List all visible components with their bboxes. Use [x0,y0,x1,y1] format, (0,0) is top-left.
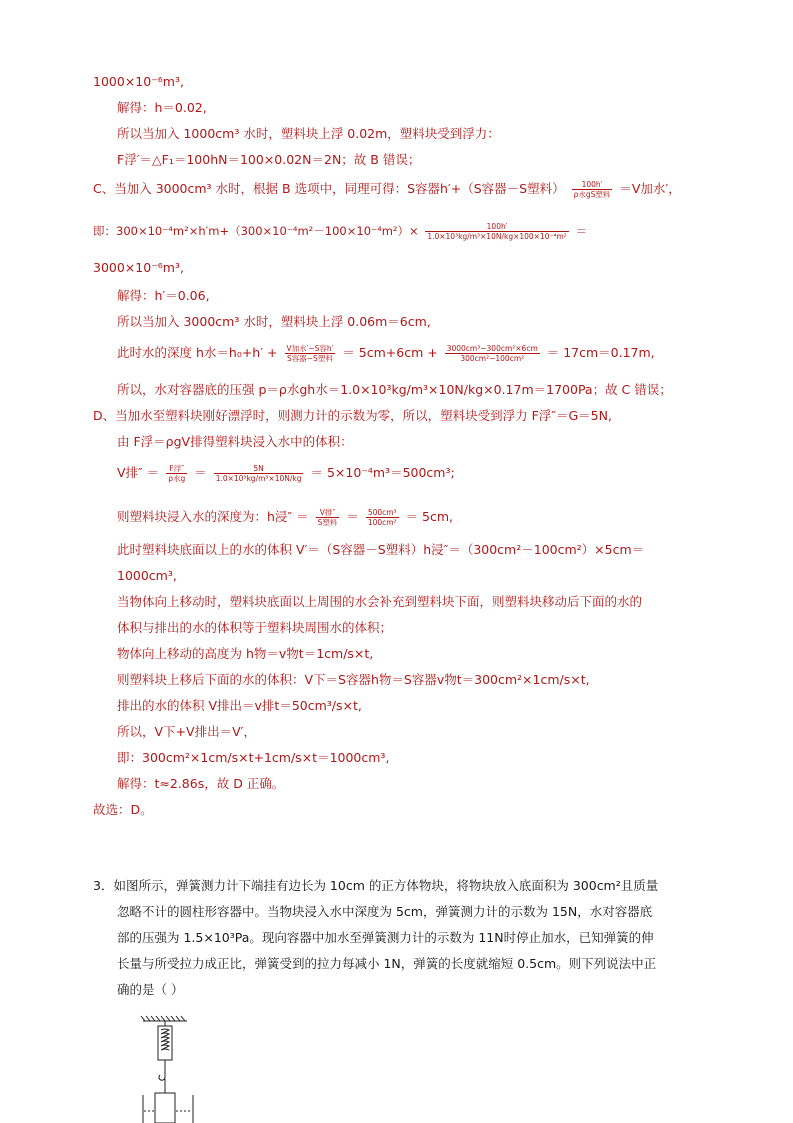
solution-line: 则塑料块浸入水的深度为：h浸″ ＝ $\frac{\text{V排″}}{\text{S塑料}}$ ＝ $\frac{\text{500cm³}}{\text{100cm²}}$ ＝ 5cm, [117,508,454,527]
solution-line: 解得：h＝0.02, [117,100,207,115]
fraction: $\frac{100h'}{\text{ρ水gS塑料}}$ [573,180,611,199]
question-line: 忽略不计的圆柱形容器中。当物块浸入水中深度为 5cm，弹簧测力计的示数为 15N，水对容器底 [117,904,653,919]
solution-line: 由 F浮＝ρgV排得塑料块浸入水中的体积： [117,434,353,449]
fraction: $\frac{\text{500cm³}}{\text{100cm²}}$ [367,508,397,527]
solution-line: D、当加水至塑料块刚好漂浮时，则测力计的示数为零，所以，塑料块受到浮力 F浮″＝G＝5N, [93,408,612,423]
solution-line: 此时水的深度 h水＝h₀+h′ + $\frac{\text{V加水′−S容h′}}{\text{S容器−S塑料}}$ ＝ 5cm+6cm + $\frac{\text{3000cm³−300cm²×6cm}}{\text{300cm²−100cm²}}$ ＝ 17cm＝0.17m, [117,344,655,363]
solution-line: 解得：t≈2.86s，故 D 正确。 [117,776,285,791]
solution-line: 1000cm³, [117,568,177,583]
solution-line: 当物体向上移动时，塑料块底面以上周围的水会补充到塑料块下面，则塑料块移动后下面的水的 [117,594,643,609]
solution-line: 排出的水的体积 V排出＝v排t＝50cm³/s×t, [117,698,362,713]
fraction: $\frac{100h'}{\text{1.0×10³kg/m³×10N/kg×100×10⁻⁴m²}}$ [427,222,567,241]
spring-scale-diagram [135,1015,205,1123]
solution-line: 体积与排出的水的体积等于塑料块周围水的体积； [117,620,393,635]
fraction: $\frac{\text{3000cm³−300cm²×6cm}}{\text{300cm²−100cm²}}$ [446,344,538,363]
question-line: 3．如图所示，弹簧测力计下端挂有边长为 10cm 的正方体物块，将物块放入底面积为 300cm²且质量 [93,878,659,893]
solution-line: 1000×10⁻⁶m³, [93,74,184,89]
solution-line: 解得：h′＝0.06, [117,288,210,303]
fraction: $\frac{5N}{\text{1.0×10³kg/m³×10N/kg}}$ [215,464,302,483]
solution-line: F浮′＝△F₁＝100hN＝100×0.02N＝2N；故 B 错误； [117,152,421,167]
solution-line: 此时塑料块底面以上的水的体积 V′＝（S容器－S塑料）h浸″＝（300cm²－100cm²）×5cm＝ [117,542,645,557]
question-line: 确的是（ ） [117,982,184,997]
solution-line: 即：300cm²×1cm/s×t+1cm/s×t＝1000cm³, [117,750,390,765]
solution-line: 故选：D。 [93,802,153,817]
solution-line: 物体向上移动的高度为 h物＝v物t＝1cm/s×t, [117,646,374,661]
fraction: $\frac{\text{F浮″}}{\text{ρ水g}}$ [168,464,186,483]
solution-line: 所以当加入 3000cm³ 水时，塑料块上浮 0.06m＝6cm, [117,314,431,329]
solution-line: 所以，V下+V排出＝V′， [117,724,256,739]
solution-line: 所以当加入 1000cm³ 水时，塑料块上浮 0.02m，塑料块受到浮力： [117,126,500,141]
solution-line: 则塑料块上移后下面的水的体积：V下＝S容器h物＝S容器v物t＝300cm²×1cm/s×t, [117,672,590,687]
fraction: $\frac{\text{V排″}}{\text{S塑料}}$ [317,508,338,527]
question-line: 部的压强为 1.5×10³Pa。现向容器中加水至弹簧测力计的示数为 11N时停止加水，已知弹簧的伸 [117,930,654,945]
solution-line: 即：300×10⁻⁴m²×h′m+（300×10⁻⁴m²－100×10⁻⁴m²）× $\frac{100h'}{\text{1.0×10³kg/m³×10N/kg×100×10⁻⁴m²}}$ ＝ [93,222,587,241]
question-line: 长量与所受拉力成正比，弹簧受到的拉力每减小 1N，弹簧的长度就缩短 0.5cm。则下列说法中正 [117,956,657,971]
solution-line: C、当加入 3000cm³ 水时，根据 B 选项中，同理可得：S容器h′+（S容器－S塑料） $\frac{100h'}{\text{ρ水gS塑料}}$ ＝V加水′， [93,180,681,199]
solution-line: 所以，水对容器底的压强 p＝ρ水gh水＝1.0×10³kg/m³×10N/kg×0.17m＝1700Pa；故 C 错误； [117,382,672,397]
solution-line: 3000×10⁻⁶m³, [93,260,184,275]
solution-line: V排″ ＝ $\frac{\text{F浮″}}{\text{ρ水g}}$ ＝ $\frac{5N}{\text{1.0×10³kg/m³×10N/kg}}$ ＝ 5×10⁻⁴m³＝500cm³; [117,464,455,483]
fraction: $\frac{\text{V加水′−S容h′}}{\text{S容器−S塑料}}$ [286,344,334,363]
